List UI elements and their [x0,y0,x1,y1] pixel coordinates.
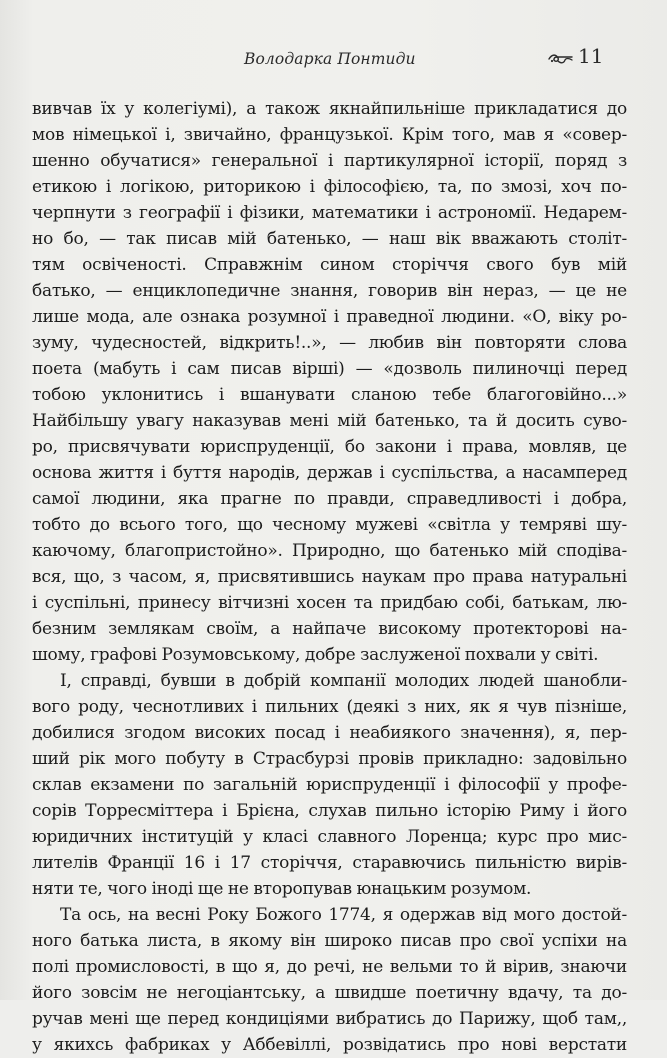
text-line: мов німецької і, звичайно, французької. Крім того, мав я «совер- [32,125,627,145]
text-line: тобою уклонитись і вшанувати сланою тебе благоговійно...» [32,385,627,405]
text-line: склав екзамени по загальній юриспруденції і філософії у профе- [32,775,627,795]
text-line: батько, — енциклопедичне знання, говорив він нераз, — це не [32,281,627,301]
text-line: тям освіченості. Справжнім сином сторіччя свого був мій [32,255,627,275]
text-line: самої людини, яка прагне по правди, справедливості і добра, [32,489,627,509]
text-line: і суспільні, принесу вітчизні хосен та придбаю собі, батькам, лю- [32,593,627,613]
text-line: няти те, чого іноді ще не второпував юнацьким розумом. [32,879,532,899]
text-line: лителів Франції 16 і 17 сторіччя, старавючись пильністю вирів- [32,853,627,873]
text-line: основа життя і буття народів, держав і суспільства, а насамперед [32,463,627,483]
text-line: полі промисловості, в що я, до речі, не вельми то й вірив, знаючи [32,957,627,977]
paragraph-3 [32,902,627,1058]
text-line: Та ось, на весні Року Божого 1774, я одержав від мого достой- [60,905,627,925]
text-line: зуму, чудесностей, відкрить!..», — любив він повторяти слова [32,333,627,353]
text-line: юридичних інституцій у класі славного Лоренца; курс про мис- [32,827,627,847]
text-line: поета (мабуть і сам писав вірші) — «дозволь пилиночці перед [32,359,627,379]
running-header [0,42,667,72]
text-line: но бо, — так писав мій батенько, — наш вік вважають століт- [32,229,627,249]
text-line: його зовсім не негоціантську, а швидше поетичну вдачу, та до- [32,983,627,1003]
text-line: ро, присвячувати юриспруденції, бо закони і права, мовляв, це [32,437,627,457]
text-line: І, справді, бувши в добрій компанії молодих людей шанобли- [60,671,627,691]
text-line: сорів Торресміттера і Брієна, слухав пильно історію Риму і його [32,801,627,821]
text-line: шому, графові Розумовському, добре заслуженої похвали у світі. [32,645,599,665]
page-number: 11 [578,44,604,68]
running-title: Володарка Понтиди [244,50,416,68]
text-line: ного батька листа, в якому він широко писав про свої успіхи на [32,931,627,951]
fleuron-ornament-icon [548,52,574,66]
paragraph-2 [32,668,627,902]
text-line: безним землякам своїм, а найпаче високому протекторові на- [32,619,627,639]
text-line: черпнути з географії і фізики, математики і астрономії. Недарем- [32,203,627,223]
text-line: етикою і логікою, риторикою і філософією, та, по змозі, хоч по- [32,177,627,197]
text-line: вивчав їх у колегіумі), а також якнайпильніше прикладатися до [32,99,627,119]
text-line: тобто до всього того, що чесному мужеві «світла у темряві шу- [32,515,627,535]
text-line: добилися згодом високих посад і неабиякого значення), я, пер- [32,723,627,743]
paragraph-1 [32,96,627,668]
body-text [32,96,627,1058]
text-line: шенно обучатися» генеральної і партикулярної історії, поряд з [32,151,627,171]
text-line: у якихсь фабриках у Аббевіллі, розвідатись про нові верстати [32,1035,627,1055]
text-line: ший рік мого побуту в Страсбурзі провів прикладно: задовільно [32,749,627,769]
text-line: ручав мені ще перед кондиціями вибратись до Парижу, щоб там,, [32,1009,627,1029]
text-line: каючому, благопристойно». Природно, що батенько мій сподіва- [32,541,627,561]
text-line: Найбільшу увагу наказував мені мій батенько, та й досить суво- [32,411,627,431]
text-line: вся, що, з часом, я, присвятившись наукам про права натуральні [32,567,627,587]
text-line: лише мода, але ознака розумної і праведної людини. «О, віку ро- [32,307,627,327]
text-line: вого роду, чеснотливих і пильних (деякі з них, як я чув пізніше, [32,697,627,717]
